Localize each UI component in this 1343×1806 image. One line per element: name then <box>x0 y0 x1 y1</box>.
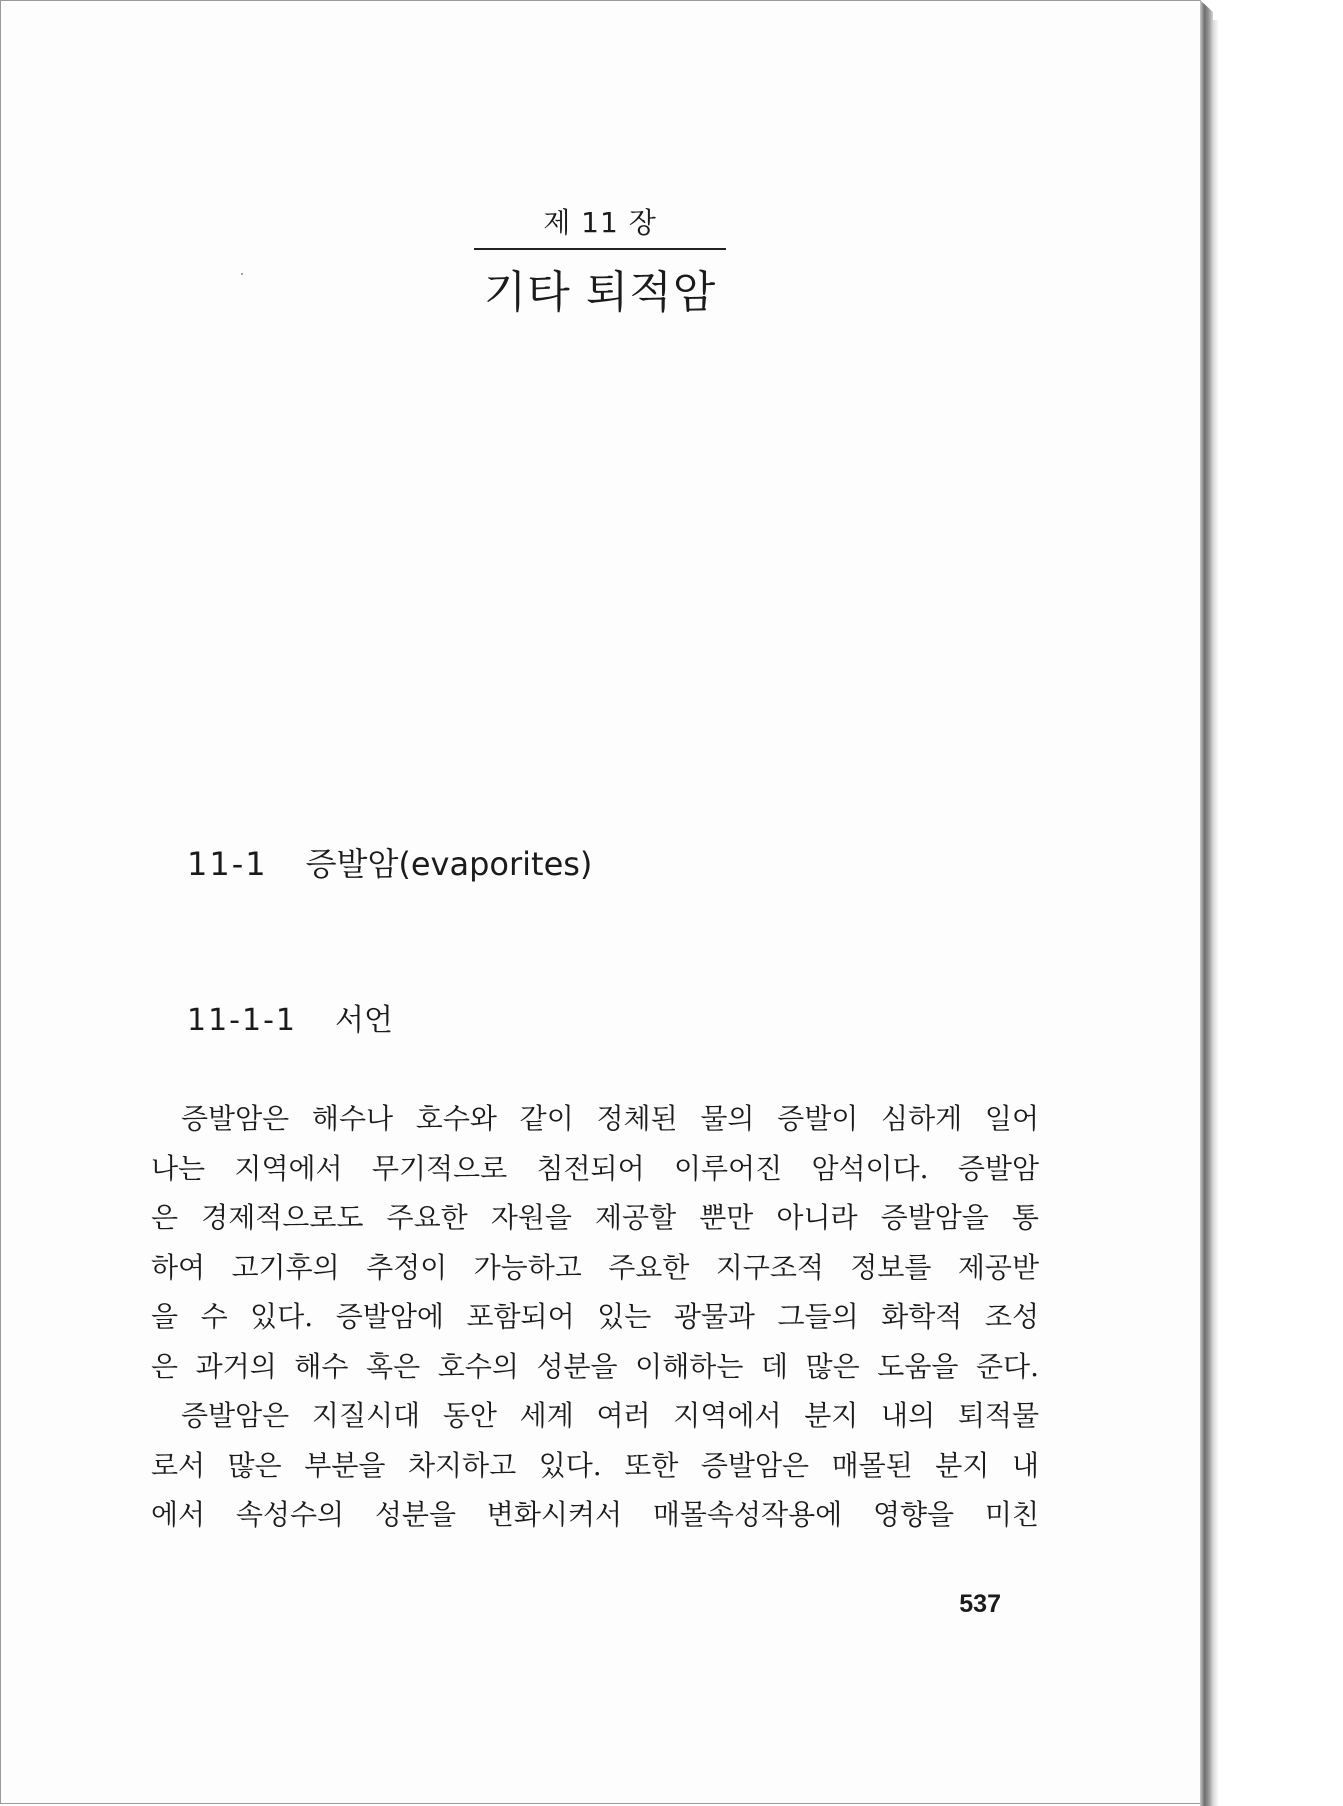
body-line: 증발암은 해수나 호수와 같이 정체된 물의 증발이 심하게 일어 <box>181 1102 1039 1135</box>
scan-speck <box>241 273 243 275</box>
chapter-title: 기타 퇴적암 <box>483 267 717 318</box>
body-line: 나는 지역에서 무기적으로 침전되어 이루어진 암석이다. 증발암 <box>151 1151 1039 1185</box>
body-line: 하여 고기후의 추정이 가능하고 주요한 지구조적 정보를 제공받 <box>151 1250 1039 1284</box>
body-line: 로서 많은 부분을 차지하고 있다. 또한 증발암은 매몰된 분지 내 <box>151 1448 1039 1482</box>
subsection-number: 11-1-1 <box>187 1003 297 1038</box>
body-line: 에서 속성수의 성분을 변화시켜서 매몰속성작용에 영향을 미친 <box>151 1498 1039 1531</box>
chapter-number: 제 11 장 <box>543 206 657 239</box>
body-line: 은 경제적으로도 주요한 자원을 제공할 뿐만 아니라 증발암을 통 <box>151 1201 1039 1234</box>
chapter-divider <box>474 248 726 250</box>
subsection-heading <box>187 995 393 1039</box>
section-number: 11-1 <box>187 845 268 883</box>
section-title: 증발암(evaporites) <box>305 845 593 883</box>
page-shadow <box>1213 20 1219 1806</box>
subsection-title: 서언 <box>335 1003 393 1038</box>
body-line: 을 수 있다. 증발암에 포함되어 있는 광물과 그들의 화학적 조성 <box>151 1300 1039 1333</box>
body-line: 은 과거의 해수 혹은 호수의 성분을 이해하는 데 많은 도움을 준다. <box>151 1349 1039 1383</box>
body-line: 증발암은 지질시대 동안 세계 여러 지역에서 분지 내의 퇴적물 <box>181 1399 1039 1432</box>
section-heading <box>187 839 592 885</box>
body-paragraphs <box>151 1094 1039 1540</box>
page-edge <box>1200 0 1213 1806</box>
page-number: 537 <box>959 1590 1001 1618</box>
